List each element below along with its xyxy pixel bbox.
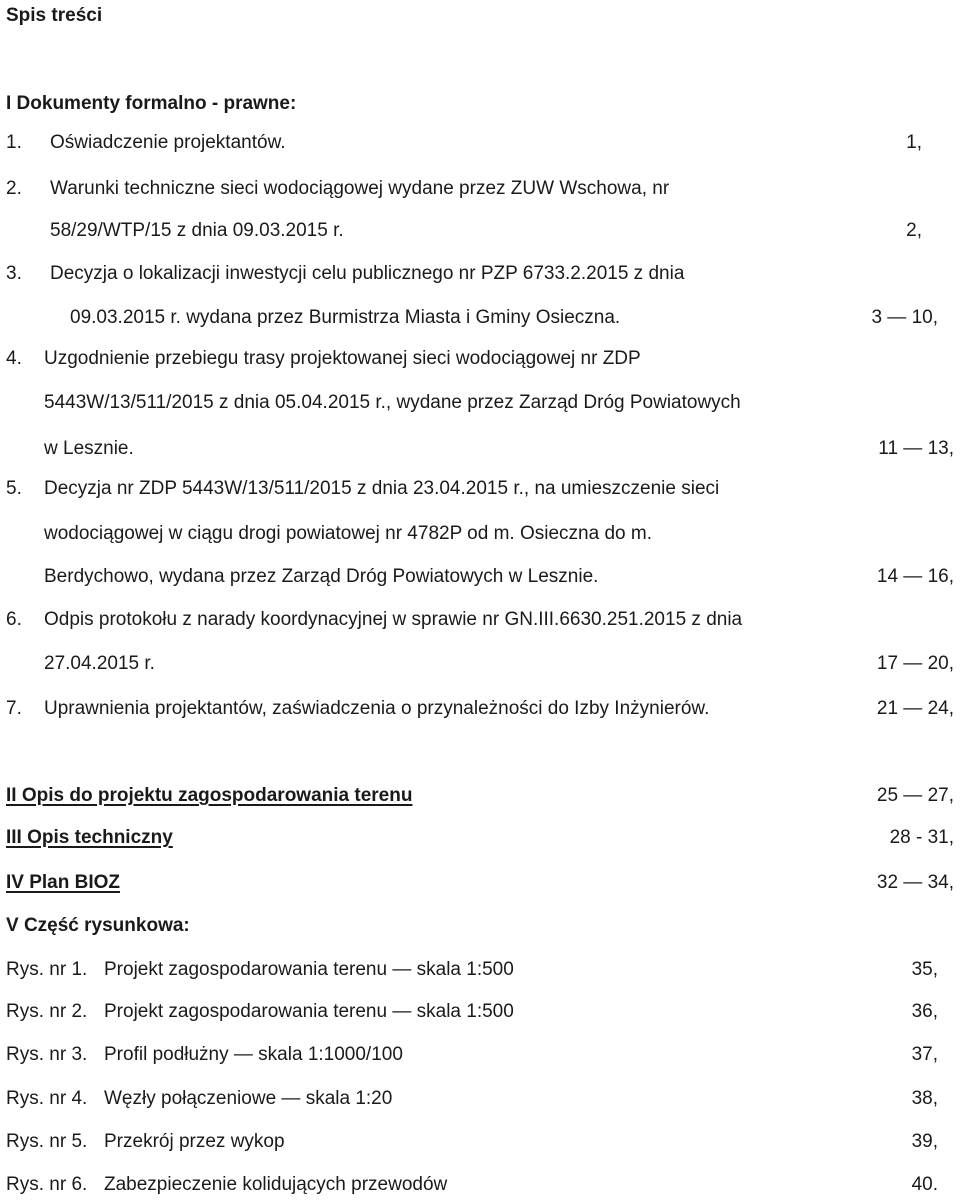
section-heading-3: III Opis techniczny — [6, 827, 173, 848]
drawing-label: Rys. nr 5. — [6, 1131, 88, 1152]
entry-number: 4. — [6, 348, 22, 369]
drawing-page: 38, — [911, 1088, 938, 1109]
drawing-label: Rys. nr 3. — [6, 1044, 88, 1065]
entry-number: 5. — [6, 478, 22, 499]
entry-text: Odpis protokołu z narady koordynacyjnej w sprawie nr GN.III.6630.251.2015 z dnia — [44, 609, 743, 630]
entry-text: Uzgodnienie przebiegu trasy projektowanej sieci wodociągowej nr ZDP — [44, 348, 641, 369]
drawing-title: Przekrój przez wykop — [104, 1131, 285, 1152]
entry-text: 58/29/WTP/15 z dnia 09.03.2015 r. — [50, 220, 344, 241]
drawing-label: Rys. nr 4. — [6, 1088, 88, 1109]
section-pages: 32 — 34, — [876, 872, 954, 893]
entry-text: 27.04.2015 r. — [44, 653, 155, 674]
drawing-page: 35, — [911, 959, 938, 980]
drawing-title: Profil podłużny — skala 1:1000/100 — [104, 1044, 403, 1065]
drawing-label: Rys. nr 2. — [6, 1001, 88, 1022]
entry-text: wodociągowej w ciągu drogi powiatowej nr 4782P od m. Osieczna do m. — [44, 523, 652, 544]
drawing-page: 39, — [911, 1131, 938, 1152]
drawing-page: 40. — [911, 1174, 938, 1195]
drawing-title: Zabezpieczenie kolidujących przewodów — [104, 1174, 448, 1195]
entry-number: 2. — [6, 178, 22, 199]
entry-pages: 17 — 20, — [876, 653, 954, 674]
entry-text: Decyzja nr ZDP 5443W/13/511/2015 z dnia 23.04.2015 r., na umieszczenie sieci — [44, 478, 720, 499]
drawing-page: 37, — [911, 1044, 938, 1065]
entry-text: Decyzja o lokalizacji inwestycji celu publicznego nr PZP 6733.2.2015 z dnia — [50, 263, 685, 284]
entry-text: w Lesznie. — [44, 438, 134, 459]
section-heading-1: I Dokumenty formalno - prawne: — [6, 93, 297, 114]
entry-number: 6. — [6, 609, 22, 630]
drawing-title: Węzły połączeniowe — skala 1:20 — [104, 1088, 393, 1109]
entry-number: 1. — [6, 132, 22, 153]
section-heading-4: IV Plan BIOZ — [6, 872, 121, 893]
section-pages: 28 - 31, — [889, 827, 954, 848]
entry-pages: 11 — 13, — [878, 438, 954, 459]
entry-text: Oświadczenie projektantów. — [50, 132, 286, 153]
page-title: Spis treści — [6, 5, 103, 26]
section-pages: 25 — 27, — [876, 785, 954, 806]
entry-text: Warunki techniczne sieci wodociągowej wydane przez ZUW Wschowa, nr — [50, 178, 670, 199]
entry-pages: 3 — 10, — [871, 307, 938, 328]
entry-text: 09.03.2015 r. wydana przez Burmistrza Miasta i Gminy Osieczna. — [70, 307, 621, 328]
drawing-page: 36, — [911, 1001, 938, 1022]
entry-text: Berdychowo, wydana przez Zarząd Dróg Powiatowych w Lesznie. — [44, 566, 599, 587]
drawing-label: Rys. nr 1. — [6, 959, 88, 980]
entry-pages: 1, — [906, 132, 922, 153]
section-heading-5: V Część rysunkowa: — [6, 915, 190, 936]
entry-text: 5443W/13/511/2015 z dnia 05.04.2015 r., wydane przez Zarząd Dróg Powiatowych — [44, 392, 741, 413]
entry-pages: 2, — [906, 220, 922, 241]
section-heading-2: II Opis do projektu zagospodarowania terenu — [6, 785, 413, 806]
entry-pages: 21 — 24, — [876, 698, 954, 719]
entry-number: 3. — [6, 263, 22, 284]
drawing-label: Rys. nr 6. — [6, 1174, 88, 1195]
entry-text: Uprawnienia projektantów, zaświadczenia o przynależności do Izby Inżynierów. — [44, 698, 710, 719]
entry-number: 7. — [6, 698, 22, 719]
drawing-title: Projekt zagospodarowania terenu — skala 1:500 — [104, 1001, 514, 1022]
entry-pages: 14 — 16, — [876, 566, 954, 587]
drawing-title: Projekt zagospodarowania terenu — skala 1:500 — [104, 959, 514, 980]
